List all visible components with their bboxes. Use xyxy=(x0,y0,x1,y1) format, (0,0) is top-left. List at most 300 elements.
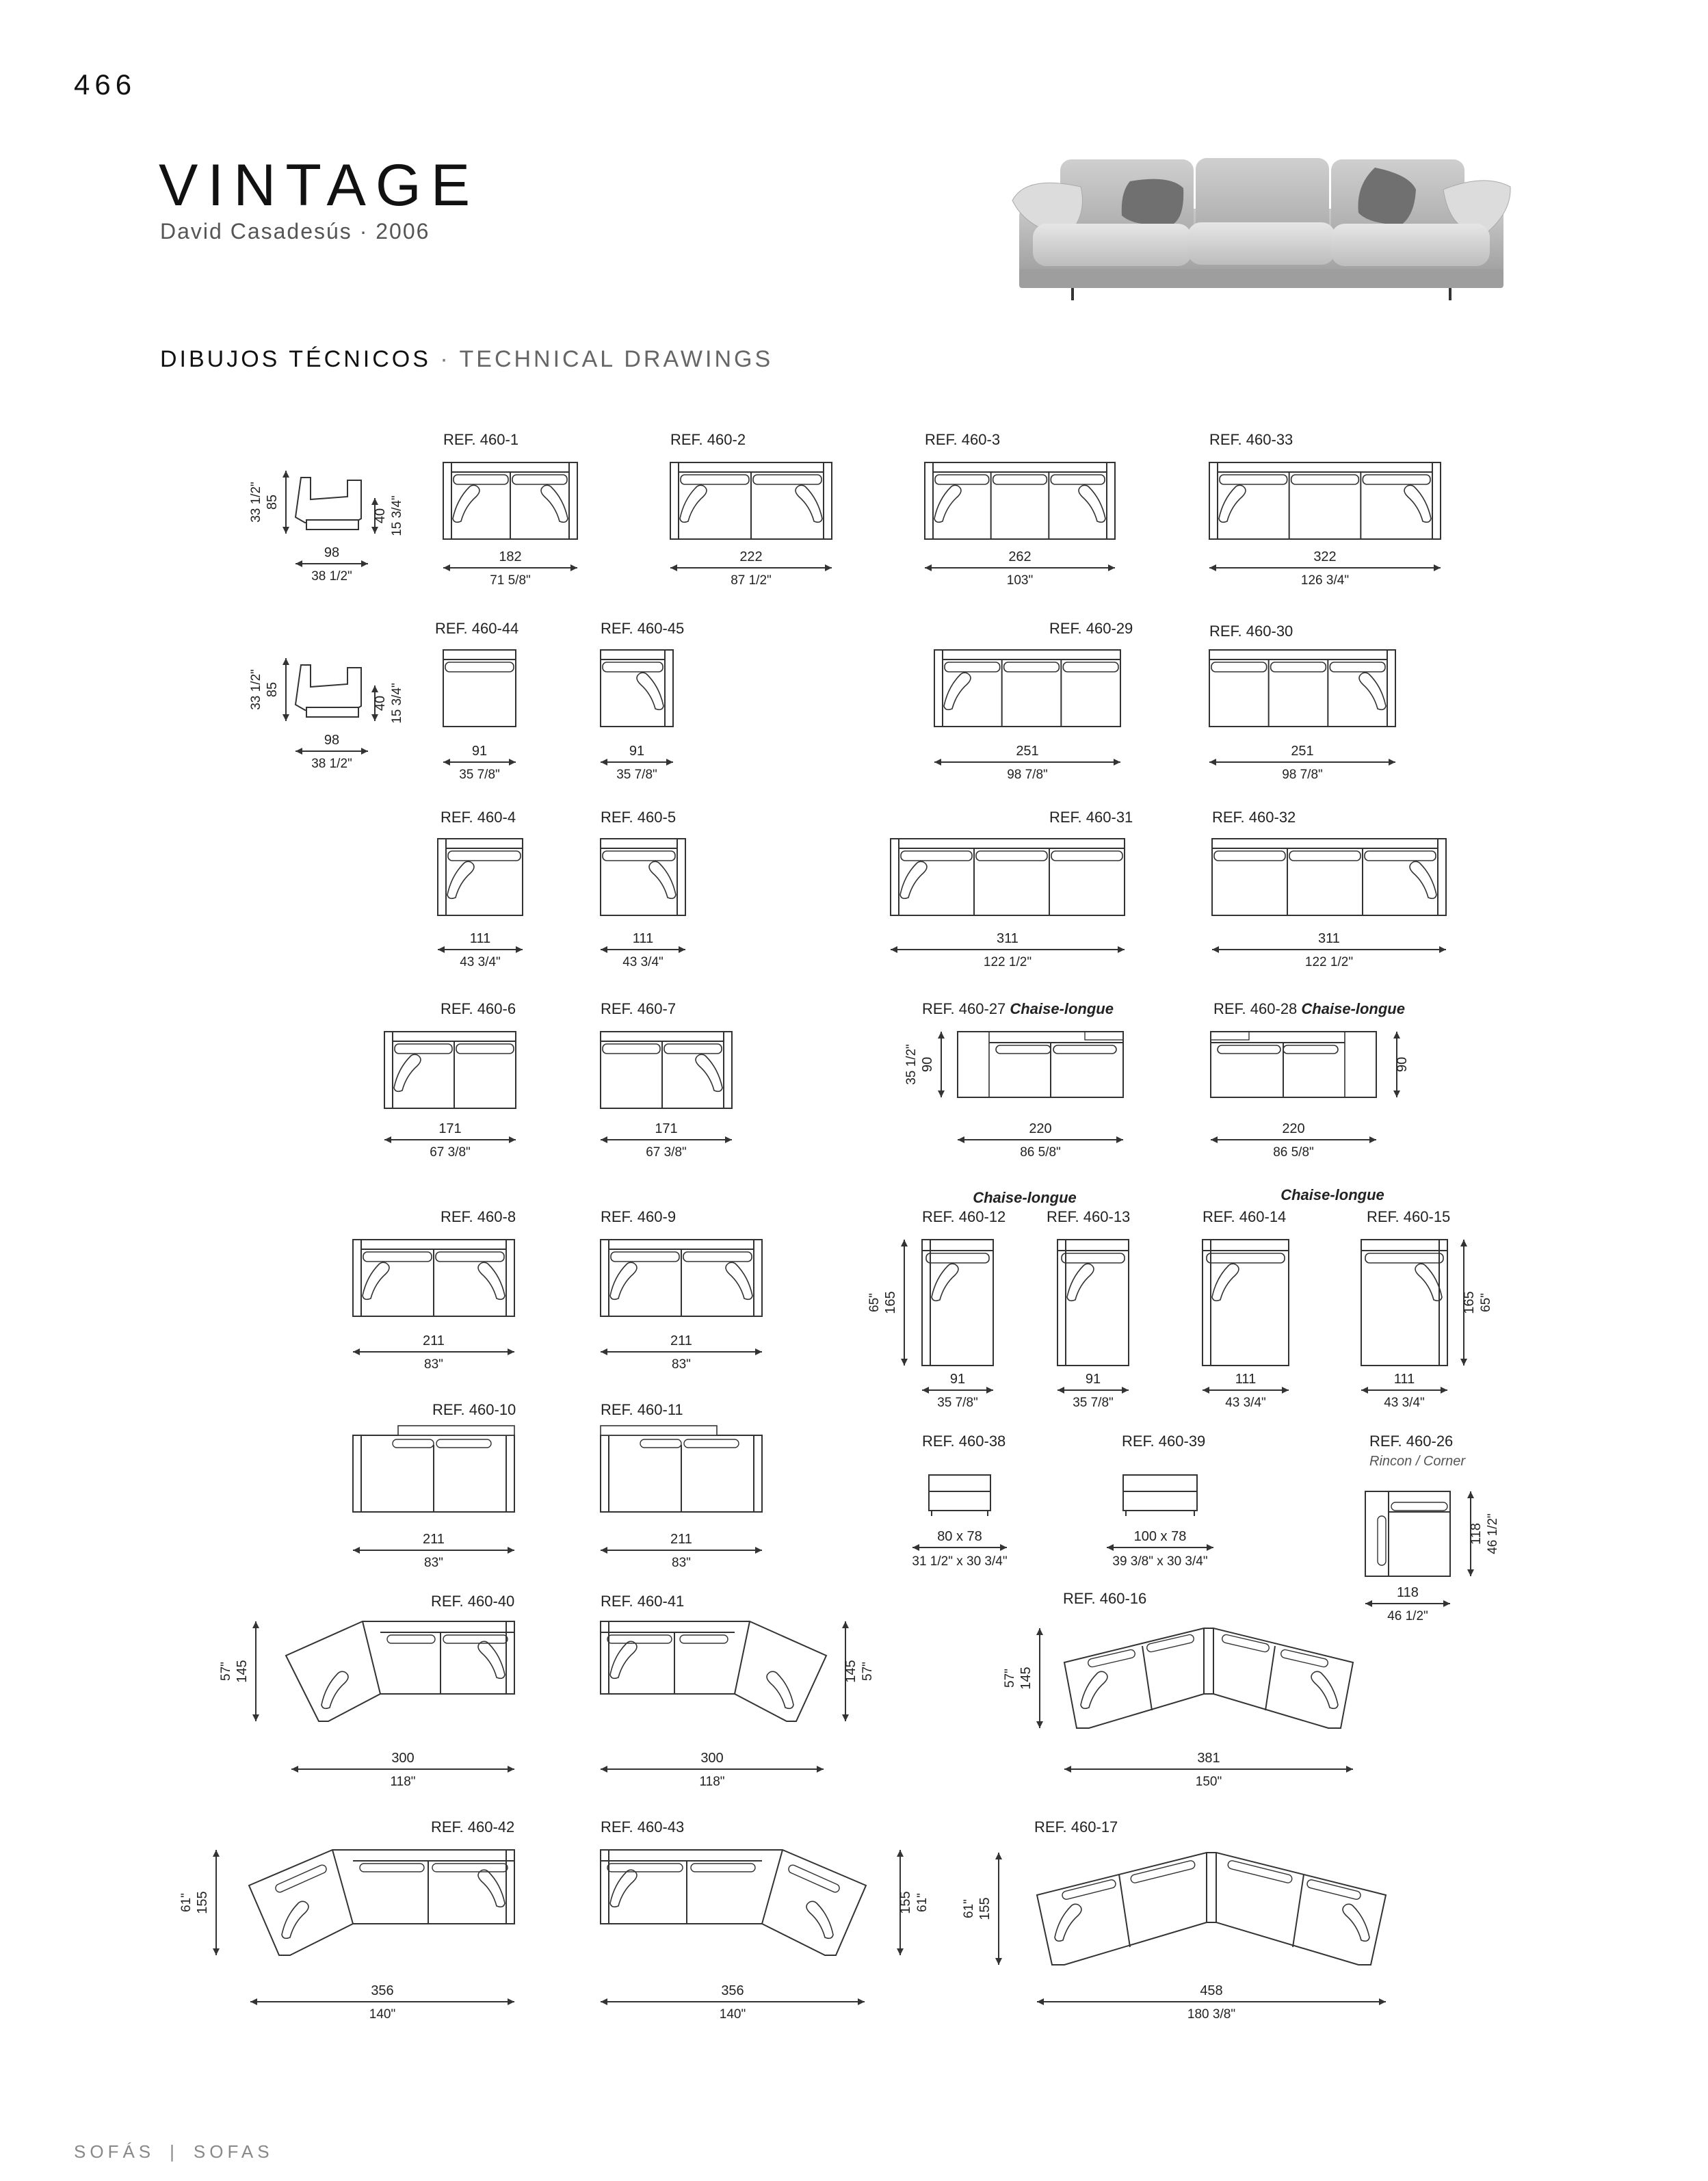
arrow-head xyxy=(601,1547,607,1554)
model-460-38 xyxy=(912,1433,1007,1569)
dimension-cm: 90 xyxy=(1395,1056,1410,1073)
sofa-outline xyxy=(1211,1032,1376,1097)
sofa-outline xyxy=(1212,839,1446,915)
arrow-head xyxy=(1203,1387,1209,1394)
dimension-in: 83" xyxy=(424,1357,443,1372)
arrow-head xyxy=(817,1766,824,1773)
dimension-cm: 356 xyxy=(371,1983,394,1998)
pouf-outline xyxy=(1123,1475,1197,1511)
arrow-head xyxy=(509,1136,516,1143)
page-number: 466 xyxy=(74,68,137,101)
dimension-cm: 145 xyxy=(235,1660,250,1683)
ref-label: REF. 460-17 xyxy=(1034,1818,1118,1836)
pouf-outline xyxy=(929,1475,990,1511)
arrow-head xyxy=(570,564,577,571)
arrow-head xyxy=(283,658,289,665)
sofa-outline xyxy=(1209,650,1395,727)
arrow-head xyxy=(666,759,673,766)
arrow-head xyxy=(509,759,516,766)
section-heading-es: DIBUJOS TÉCNICOS xyxy=(160,346,431,372)
ref-label: REF. 460-2 xyxy=(670,431,746,448)
dimension-in: 61" xyxy=(915,1893,930,1912)
arrow-head xyxy=(252,1714,259,1721)
dimension-in: 98 7/8" xyxy=(1282,768,1323,782)
dimension-in: 61" xyxy=(179,1893,194,1912)
dimension-cm: 251 xyxy=(1016,744,1039,759)
dimension-in: 39 3/8" x 30 3/4" xyxy=(1112,1554,1208,1569)
footer-right: SOFAS xyxy=(193,2141,274,2162)
dimension-cm: 171 xyxy=(438,1121,462,1136)
model-460-16 xyxy=(1003,1590,1353,1789)
dimension-cm: 100 x 78 xyxy=(1133,1529,1187,1544)
model-460-1 xyxy=(443,431,577,588)
arrow-head xyxy=(925,564,932,571)
arrow-head xyxy=(1467,1569,1474,1576)
dimension-cm: 91 xyxy=(471,744,488,759)
model-460-39 xyxy=(1107,1433,1213,1569)
arrow-head xyxy=(295,748,302,755)
ref-sublabel: Rincon / Corner xyxy=(1369,1454,1466,1469)
ref-label: REF. 460-40 xyxy=(431,1593,515,1610)
arrow-head xyxy=(508,1766,514,1773)
chaise-group-label: Chaise-longue xyxy=(1280,1186,1384,1203)
angled-sofa-outline xyxy=(601,1850,866,1955)
ref-label: REF. 460-44 xyxy=(435,620,519,637)
arrow-head xyxy=(842,1621,849,1628)
arrow-head xyxy=(1037,1998,1044,2005)
arrow-head xyxy=(371,714,378,721)
arrow-head xyxy=(1118,946,1125,953)
arrow-head xyxy=(1369,1136,1376,1143)
arrow-head xyxy=(371,527,378,534)
dimension-in: 35 7/8" xyxy=(937,1396,978,1410)
dimension-cm: 145 xyxy=(843,1660,858,1683)
back-panel xyxy=(601,1426,717,1435)
model-460-33 xyxy=(1209,431,1441,588)
side-profile xyxy=(295,665,361,710)
dimension-in: 65" xyxy=(867,1293,882,1312)
arrow-head xyxy=(508,1348,514,1355)
arrow-head xyxy=(1393,1032,1400,1039)
dimension-cm: 85 xyxy=(265,494,280,510)
dimension-cm: 111 xyxy=(1235,1372,1257,1387)
dimension-in: 15 3/4" xyxy=(390,683,404,724)
ref-label: REF. 460-26 xyxy=(1369,1433,1454,1450)
dimension-cm: 171 xyxy=(655,1121,678,1136)
product-title: VINTAGE xyxy=(159,153,480,218)
footer-left: SOFÁS xyxy=(74,2141,155,2162)
sofa-outline xyxy=(1209,462,1441,539)
dimension-in: 35 1/2" xyxy=(904,1044,919,1085)
side-base xyxy=(306,520,358,530)
model-460-43 xyxy=(601,1818,930,2022)
ref-label: REF. 460-6 xyxy=(441,1000,516,1017)
dimension-in: 103" xyxy=(1006,573,1034,588)
dimension-cm: 211 xyxy=(670,1532,692,1547)
model-460-26 xyxy=(1365,1433,1500,1623)
dimension-cm: 262 xyxy=(1008,549,1032,564)
footer xyxy=(74,2141,274,2163)
dimension-in: 140" xyxy=(369,2007,396,2022)
dimension-in: 122 1/2" xyxy=(1304,955,1354,969)
model-460-9 xyxy=(601,1208,762,1372)
dimension-cm: 91 xyxy=(1085,1372,1101,1387)
dimension-in: 86 5/8" xyxy=(1020,1145,1061,1160)
arrow-head xyxy=(443,759,450,766)
chaise-outline xyxy=(1361,1240,1447,1366)
dimension-in: 126 3/4" xyxy=(1300,573,1350,588)
arrow-head xyxy=(601,1136,607,1143)
dimension-in: 38 1/2" xyxy=(311,569,352,584)
ref-label: REF. 460-39 xyxy=(1122,1433,1206,1450)
sofa-outline xyxy=(443,650,516,727)
arrow-head xyxy=(1443,1600,1450,1607)
dimension-in: 180 3/8" xyxy=(1187,2007,1236,2022)
model-460-12 xyxy=(867,1208,1006,1410)
ref-label: REF. 460-3 xyxy=(925,431,1001,448)
arrow-head xyxy=(353,1348,360,1355)
ref-label: REF. 460-28 Chaise-longue xyxy=(1213,1000,1405,1017)
arrow-head xyxy=(912,1544,919,1551)
dimension-cm: 311 xyxy=(1318,931,1340,946)
model-460-14 xyxy=(1203,1208,1289,1410)
ref-label: REF. 460-43 xyxy=(601,1818,685,1836)
ref-label: REF. 460-32 xyxy=(1212,809,1296,826)
dimension-cm: 458 xyxy=(1200,1983,1223,1998)
sofa-outline xyxy=(934,650,1120,727)
dimension-cm: 91 xyxy=(949,1372,966,1387)
arrow-head xyxy=(897,1850,904,1857)
arrow-head xyxy=(1393,1090,1400,1097)
arrow-head xyxy=(1434,564,1441,571)
arrow-head xyxy=(1460,1359,1467,1366)
arrow-head xyxy=(353,1547,360,1554)
dimension-cm: 98 xyxy=(324,733,340,748)
ref-label: REF. 460-16 xyxy=(1063,1590,1147,1607)
dimension-in: 150" xyxy=(1195,1775,1222,1789)
sofa-outline xyxy=(438,839,523,915)
angled-sofa-outline xyxy=(249,1850,514,1955)
model-460-8 xyxy=(353,1208,516,1372)
arrow-head xyxy=(1209,564,1216,571)
model-460-32 xyxy=(1212,809,1446,969)
dimension-in: 57" xyxy=(860,1662,875,1681)
arrow-head xyxy=(1057,1387,1064,1394)
sofa-outline xyxy=(601,650,673,727)
arrow-head xyxy=(901,1359,908,1366)
side-profile xyxy=(295,478,361,523)
dimension-cm: 251 xyxy=(1291,744,1314,759)
arrow-head xyxy=(1122,1387,1129,1394)
model-460-44 xyxy=(435,620,518,782)
model-460-2 xyxy=(670,431,832,588)
ref-label: REF. 460-42 xyxy=(431,1818,515,1836)
arrow-head xyxy=(1439,946,1446,953)
chaise-outline xyxy=(1203,1240,1289,1366)
chaise-outline xyxy=(1057,1240,1129,1366)
arrow-head xyxy=(934,759,941,766)
arrow-head xyxy=(755,1547,762,1554)
arrow-head xyxy=(1209,759,1216,766)
dimension-in: 57" xyxy=(219,1662,233,1681)
model-460-5 xyxy=(601,809,685,969)
ref-label: REF. 460-7 xyxy=(601,1000,676,1017)
dimension-in: 38 1/2" xyxy=(311,757,352,771)
ref-label: REF. 460-45 xyxy=(601,620,685,637)
dimension-cm: 182 xyxy=(499,549,522,564)
sofa-outline xyxy=(384,1032,516,1108)
dimension-in: 43 3/4" xyxy=(460,955,501,969)
chaise-outline xyxy=(922,1240,993,1366)
dimension-in: 67 3/8" xyxy=(430,1145,471,1160)
dimension-in: 46 1/2" xyxy=(1486,1513,1500,1554)
model-460-11 xyxy=(601,1401,762,1570)
dimension-cm: 220 xyxy=(1282,1121,1305,1136)
arrow-head xyxy=(958,1136,964,1143)
dimension-in: 35 7/8" xyxy=(1073,1396,1114,1410)
arrow-head xyxy=(1064,1766,1071,1773)
arrow-head xyxy=(986,1387,993,1394)
dimension-in: 46 1/2" xyxy=(1387,1609,1428,1623)
designer-year: David Casadesús · 2006 xyxy=(160,219,430,244)
arrow-head xyxy=(1389,759,1395,766)
dimension-in: 83" xyxy=(672,1357,691,1372)
arrow-head xyxy=(1467,1491,1474,1498)
dimension-cm: 40 xyxy=(373,695,388,711)
arrow-head xyxy=(1000,1544,1007,1551)
dimension-in: 86 5/8" xyxy=(1273,1145,1314,1160)
dimension-in: 87 1/2" xyxy=(731,573,772,588)
ref-label: REF. 460-12 xyxy=(922,1208,1006,1225)
dimension-cm: 85 xyxy=(265,681,280,698)
dimension-cm: 145 xyxy=(1019,1667,1034,1690)
arrow-head xyxy=(283,471,289,478)
section-heading-separator: · xyxy=(440,346,451,372)
ref-label: REF. 460-15 xyxy=(1367,1208,1451,1225)
back-panel xyxy=(398,1426,514,1435)
model-460-42 xyxy=(179,1818,514,2022)
model-460-31 xyxy=(891,809,1133,969)
dimension-in: 43 3/4" xyxy=(1225,1396,1266,1410)
dimension-in: 118" xyxy=(390,1775,416,1789)
model-460-40 xyxy=(219,1593,514,1789)
footer-separator: | xyxy=(170,2141,179,2162)
arrow-head xyxy=(901,1240,908,1246)
dimension-cm: 98 xyxy=(324,545,340,560)
ref-label: REF. 460-30 xyxy=(1209,623,1293,640)
arrow-head xyxy=(938,1090,945,1097)
dimension-cm: 91 xyxy=(629,744,645,759)
arrow-head xyxy=(1036,1721,1043,1728)
dimension-cm: 155 xyxy=(898,1891,913,1914)
dimension-in: 43 3/4" xyxy=(622,955,664,969)
arrow-head xyxy=(384,1136,391,1143)
arrow-head xyxy=(679,946,685,953)
model-460-41 xyxy=(601,1593,875,1789)
arrow-head xyxy=(371,498,378,505)
dimension-cm: 165 xyxy=(883,1291,898,1314)
ref-label: REF. 460-33 xyxy=(1209,431,1293,448)
dimension-cm: 111 xyxy=(469,931,491,946)
dimension-cm: 80 x 78 xyxy=(937,1529,982,1544)
arrow-head xyxy=(361,560,368,567)
arrow-head xyxy=(670,564,677,571)
model-460-45 xyxy=(601,620,684,782)
dimension-cm: 211 xyxy=(423,1532,445,1547)
dimension-in: 122 1/2" xyxy=(983,955,1032,969)
chaise-group-label: Chaise-longue xyxy=(973,1189,1077,1206)
dimension-in: 71 5/8" xyxy=(490,573,531,588)
arrow-head xyxy=(755,1348,762,1355)
arrow-head xyxy=(1107,1544,1114,1551)
dimension-cm: 40 xyxy=(373,508,388,524)
dimension-cm: 118 xyxy=(1469,1523,1484,1545)
dimension-cm: 300 xyxy=(391,1751,415,1766)
model-460-4 xyxy=(438,809,523,969)
ref-label: REF. 460-4 xyxy=(441,809,516,826)
side-view xyxy=(249,658,404,771)
model-460-15 xyxy=(1361,1208,1493,1410)
arrow-head xyxy=(361,748,368,755)
arrow-head xyxy=(601,1766,607,1773)
ref-label: REF. 460-41 xyxy=(601,1593,685,1610)
dimension-cm: 381 xyxy=(1197,1751,1220,1766)
arrow-head xyxy=(1460,1240,1467,1246)
arrow-head xyxy=(283,527,289,534)
arrow-head xyxy=(443,564,450,571)
ref-label: REF. 460-38 xyxy=(922,1433,1006,1450)
ref-label: REF. 460-9 xyxy=(601,1208,676,1225)
model-460-28 xyxy=(1211,1000,1410,1160)
sofa-outline xyxy=(601,1032,732,1108)
arrow-head xyxy=(283,714,289,721)
dimension-in: 33 1/2" xyxy=(249,482,263,523)
arrow-head xyxy=(516,946,523,953)
dimension-cm: 155 xyxy=(195,1891,210,1914)
model-460-10 xyxy=(353,1401,516,1570)
dimension-cm: 111 xyxy=(1393,1372,1415,1387)
arrow-head xyxy=(601,946,607,953)
ref-label: REF. 460-8 xyxy=(441,1208,516,1225)
sofa-outline xyxy=(891,839,1125,915)
arrow-head xyxy=(1282,1387,1289,1394)
arrow-head xyxy=(1207,1544,1213,1551)
arrow-head xyxy=(1108,564,1115,571)
sofa-outline xyxy=(601,839,685,915)
ref-label: REF. 460-10 xyxy=(432,1401,516,1418)
arrow-head xyxy=(508,1547,514,1554)
arrow-head xyxy=(725,1136,732,1143)
model-460-30 xyxy=(1209,623,1395,782)
ref-label: REF. 460-27 Chaise-longue xyxy=(922,1000,1114,1017)
arrow-head xyxy=(938,1032,945,1039)
dimension-cm: 356 xyxy=(721,1983,744,1998)
dimension-cm: 322 xyxy=(1313,549,1337,564)
arrow-head xyxy=(213,1948,220,1955)
arrow-head xyxy=(295,560,302,567)
ref-label: REF. 460-1 xyxy=(443,431,519,448)
arrow-head xyxy=(1346,1766,1353,1773)
arrow-head xyxy=(1365,1600,1372,1607)
dimension-in: 33 1/2" xyxy=(249,669,263,710)
model-460-17 xyxy=(962,1818,1386,2022)
arrow-head xyxy=(1116,1136,1123,1143)
arrow-head xyxy=(1212,946,1219,953)
dimension-in: 43 3/4" xyxy=(1384,1396,1425,1410)
arrow-head xyxy=(1441,1387,1447,1394)
ref-label: REF. 460-31 xyxy=(1049,809,1133,826)
arrow-head xyxy=(995,1853,1002,1859)
arrow-head xyxy=(1036,1628,1043,1635)
side-view xyxy=(249,471,404,584)
dimension-in: 118" xyxy=(699,1775,725,1789)
arrow-head xyxy=(438,946,445,953)
dimension-cm: 111 xyxy=(632,931,654,946)
dimension-in: 83" xyxy=(672,1556,691,1570)
arrow-head xyxy=(601,759,607,766)
dimension-in: 35 7/8" xyxy=(459,768,500,782)
arrow-head xyxy=(1211,1136,1218,1143)
arrow-head xyxy=(922,1387,929,1394)
angled-sofa-outline xyxy=(286,1621,514,1721)
ref-label: REF. 460-29 xyxy=(1049,620,1133,637)
arrow-head xyxy=(1379,1998,1386,2005)
dimension-in: 140" xyxy=(719,2007,746,2022)
arrow-head xyxy=(213,1850,220,1857)
dimension-in: 65" xyxy=(1479,1293,1493,1312)
dimension-cm: 300 xyxy=(700,1751,724,1766)
model-460-6 xyxy=(384,1000,516,1160)
arrow-head xyxy=(891,946,897,953)
arrow-head xyxy=(897,1948,904,1955)
dimension-cm: 165 xyxy=(1462,1291,1477,1314)
dimension-in: 15 3/4" xyxy=(390,495,404,536)
model-460-27 xyxy=(904,1000,1123,1160)
dimension-in: 83" xyxy=(424,1556,443,1570)
arrow-head xyxy=(1361,1387,1368,1394)
side-base xyxy=(306,707,358,717)
dimension-cm: 211 xyxy=(423,1333,445,1348)
ref-sublabel: Chaise-longue xyxy=(1297,1000,1405,1017)
dimension-cm: 211 xyxy=(670,1333,692,1348)
dimension-cm: 155 xyxy=(977,1897,993,1920)
ref-label: REF. 460-14 xyxy=(1203,1208,1287,1225)
arrow-head xyxy=(508,1998,514,2005)
ref-label: REF. 460-5 xyxy=(601,809,676,826)
angled-sofa-outline xyxy=(1037,1853,1386,1965)
dimension-in: 98 7/8" xyxy=(1007,768,1048,782)
dimension-in: 35 7/8" xyxy=(616,768,657,782)
dimension-cm: 220 xyxy=(1029,1121,1052,1136)
arrow-head xyxy=(252,1621,259,1628)
dimension-cm: 222 xyxy=(739,549,763,564)
arrow-head xyxy=(1114,759,1120,766)
ref-label: REF. 460-11 xyxy=(601,1401,683,1418)
section-heading-en: TECHNICAL DRAWINGS xyxy=(459,346,774,372)
arrow-head xyxy=(842,1714,849,1721)
dimension-in: 31 1/2" x 30 3/4" xyxy=(912,1554,1008,1569)
model-460-7 xyxy=(601,1000,732,1160)
dimension-in: 61" xyxy=(962,1899,976,1918)
dimension-cm: 118 xyxy=(1397,1585,1419,1600)
model-460-13 xyxy=(1047,1208,1130,1410)
model-460-29 xyxy=(934,620,1133,782)
arrow-head xyxy=(291,1766,298,1773)
arrow-head xyxy=(858,1998,865,2005)
sofa-outline xyxy=(958,1032,1123,1097)
arrow-head xyxy=(601,1998,607,2005)
arrow-head xyxy=(371,685,378,692)
